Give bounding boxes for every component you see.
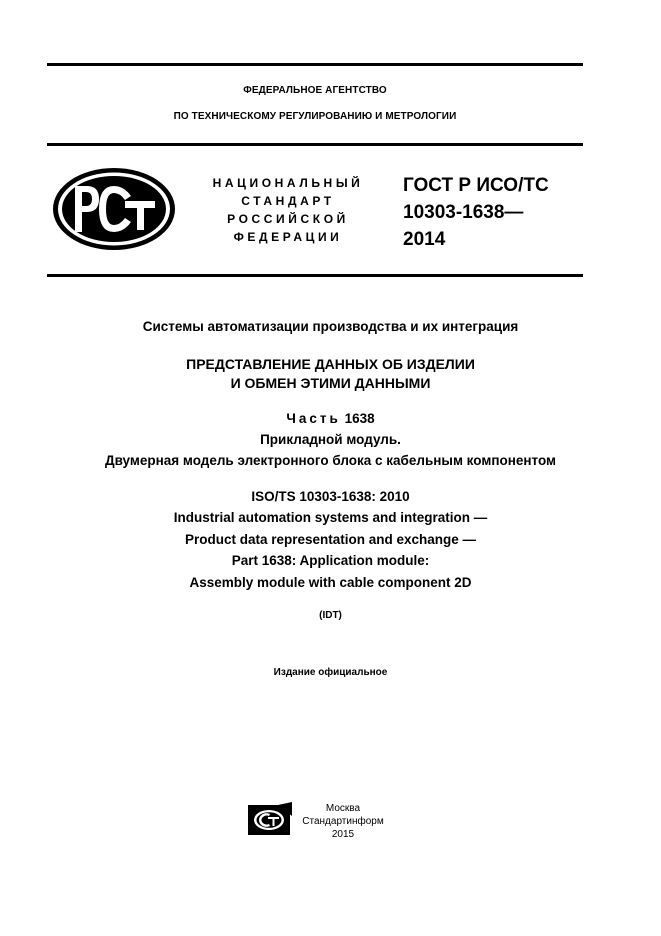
iso-reference: ISO/TS 10303-1638: 2010	[251, 489, 410, 504]
publisher-city: Москва	[325, 803, 361, 814]
standard-type-line-1: НАЦИОНАЛЬНЫЙ	[212, 176, 364, 190]
english-title-line-2: Product data representation and exchange —	[184, 532, 477, 547]
standard-type-line-3: РОССИЙСКОЙ	[227, 212, 349, 226]
main-title-line-2: И ОБМЕН ЭТИМИ ДАННЫМИ	[230, 375, 431, 391]
designation-line-3: 2014	[403, 229, 446, 250]
publisher-year: 2015	[331, 829, 355, 840]
part-label: Часть	[286, 411, 341, 426]
main-title-line-1: ПРЕДСТАВЛЕНИЕ ДАННЫХ ОБ ИЗДЕЛИИ	[186, 356, 475, 372]
header-rule	[47, 143, 583, 146]
english-title-line-3: Part 1638: Application module:	[231, 553, 430, 568]
rst-logo-icon	[51, 166, 177, 252]
agency-line-1: ФЕДЕРАЛЬНОЕ АГЕНТСТВО	[243, 85, 387, 96]
english-title-line-1: Industrial automation systems and integration —	[173, 510, 488, 525]
part-number: 1638	[344, 411, 375, 426]
top-rule	[47, 63, 583, 66]
standard-type-line-4: ФЕДЕРАЦИИ	[233, 230, 343, 244]
designation-line-1: ГОСТ Р ИСО/ТС	[403, 175, 549, 196]
designation-line-2: 10303-1638—	[403, 202, 524, 223]
publisher-name: Стандартинформ	[302, 816, 384, 827]
series-title: Системы автоматизации производства и их интеграция	[142, 319, 519, 334]
english-title-line-4: Assembly module with cable component 2D	[189, 575, 472, 590]
edition-label: Издание официальное	[273, 667, 388, 678]
standartinform-logo-icon	[248, 802, 292, 835]
title-rule	[47, 274, 583, 277]
agency-line-2: ПО ТЕХНИЧЕСКОМУ РЕГУЛИРОВАНИЮ И МЕТРОЛОГИИ	[173, 111, 457, 122]
standard-type-line-2: СТАНДАРТ	[241, 194, 335, 208]
part-heading	[20, 411, 641, 426]
equivalence-label: (IDT)	[319, 610, 342, 621]
module-title-line-1: Прикладной модуль.	[260, 432, 401, 447]
module-title-line-2: Двумерная модель электронного блока с кабельным компонентом	[104, 453, 557, 468]
